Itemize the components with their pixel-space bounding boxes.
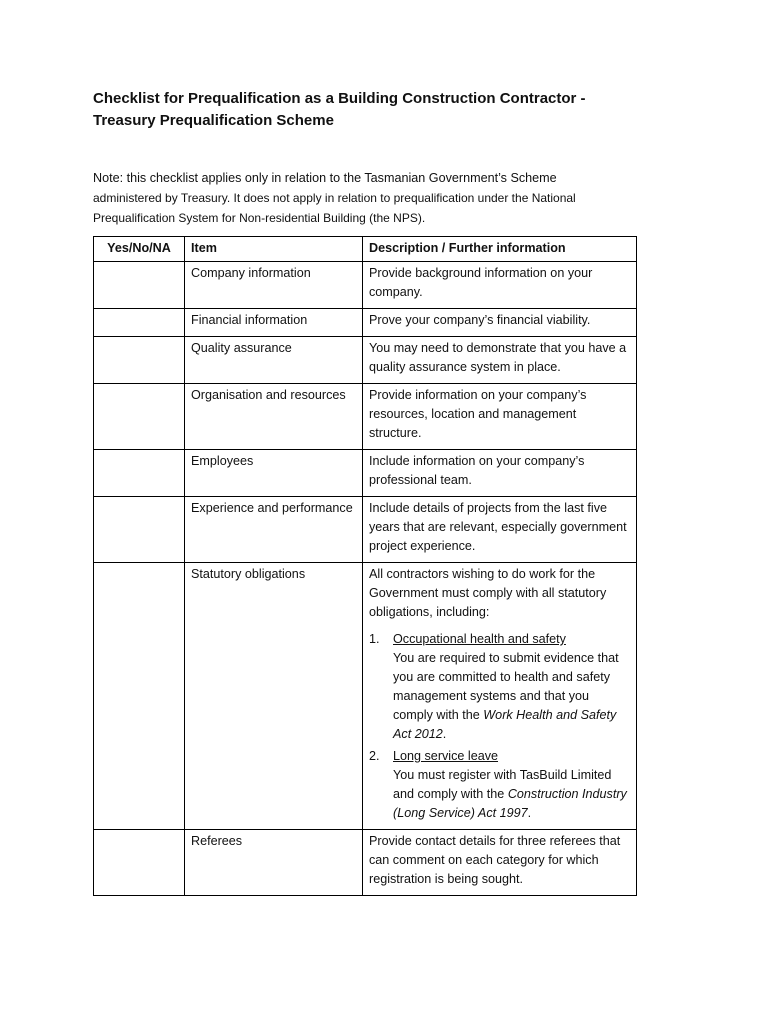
obligation-act: Construction Industry (Long Service) Act 1997: [393, 787, 627, 820]
yes-no-na-cell[interactable]: [94, 262, 185, 309]
obligation-end: .: [442, 727, 447, 741]
description-cell: Prove your company’s financial viability.: [363, 309, 637, 337]
description-cell: Provide information on your company’s resources, location and management structure.: [363, 384, 637, 450]
yes-no-na-cell[interactable]: [94, 450, 185, 497]
yes-no-na-cell[interactable]: [94, 497, 185, 563]
header-item: Item: [185, 237, 363, 262]
obligations-intro: All contractors wishing to do work for the Government must comply with all statutory obligations, including:: [369, 567, 607, 619]
description-cell: You may need to demonstrate that you have a quality assurance system in place.: [363, 337, 637, 384]
obligation-heading: Long service leave: [393, 749, 499, 763]
table-row: [94, 830, 637, 896]
table-row: [94, 337, 637, 384]
item-cell: Statutory obligations: [185, 563, 363, 830]
note-line-1: Note: this checklist applies only in relation to the Tasmanian Government’s Scheme: [93, 171, 557, 185]
obligation-body: [393, 630, 630, 744]
item-cell: Organisation and resources: [185, 384, 363, 450]
yes-no-na-cell[interactable]: [94, 384, 185, 450]
item-cell: Quality assurance: [185, 337, 363, 384]
description-cell: Provide background information on your company.: [363, 262, 637, 309]
list-number: 1.: [369, 632, 380, 646]
item-cell: Financial information: [185, 309, 363, 337]
obligation-text: You must register with TasBuild Limited and comply with the: [393, 768, 612, 801]
list-item: [369, 747, 630, 823]
table-header-row: [94, 237, 637, 262]
yes-no-na-cell[interactable]: [94, 830, 185, 896]
item-cell: Employees: [185, 450, 363, 497]
title-line-2: Treasury Prequalification Scheme: [93, 112, 334, 129]
list-item: [369, 630, 630, 744]
header-description: Description / Further information: [363, 237, 637, 262]
header-yes-no-na: Yes/No/NA: [94, 237, 185, 262]
item-cell: Experience and performance: [185, 497, 363, 563]
title-line-1: Checklist for Prequalification as a Building Construction Contractor -: [93, 90, 586, 107]
yes-no-na-cell[interactable]: [94, 309, 185, 337]
table-row: [94, 563, 637, 830]
table-row: [94, 262, 637, 309]
obligation-body: [393, 747, 630, 823]
note-line-2: administered by Treasury. It does not apply in relation to prequalification under the National: [93, 191, 576, 205]
yes-no-na-cell[interactable]: [94, 563, 185, 830]
checklist-table: [93, 236, 637, 896]
yes-no-na-cell[interactable]: [94, 337, 185, 384]
obligation-act: Work Health and Safety Act 2012: [393, 708, 617, 741]
description-cell: [363, 563, 637, 830]
list-number: 2.: [369, 749, 380, 763]
note-line-3: Prequalification System for Non-residential Building (the NPS).: [93, 211, 426, 225]
description-cell: Include information on your company’s professional team.: [363, 450, 637, 497]
note-paragraph: [93, 168, 653, 228]
table-row: [94, 450, 637, 497]
item-cell: Referees: [185, 830, 363, 896]
document-title: [93, 88, 653, 132]
table-row: [94, 309, 637, 337]
description-cell: Provide contact details for three referees that can comment on each category for which registration is being sought.: [363, 830, 637, 896]
obligation-text: You are required to submit evidence that you are committed to health and safety management systems and that you comply with the: [393, 651, 619, 722]
description-cell: Include details of projects from the last five years that are relevant, especially government project experience.: [363, 497, 637, 563]
table-row: [94, 384, 637, 450]
obligation-heading: Occupational health and safety: [393, 632, 566, 646]
obligations-list: [369, 630, 630, 823]
item-cell: Company information: [185, 262, 363, 309]
obligation-end: .: [527, 806, 532, 820]
table-row: [94, 497, 637, 563]
